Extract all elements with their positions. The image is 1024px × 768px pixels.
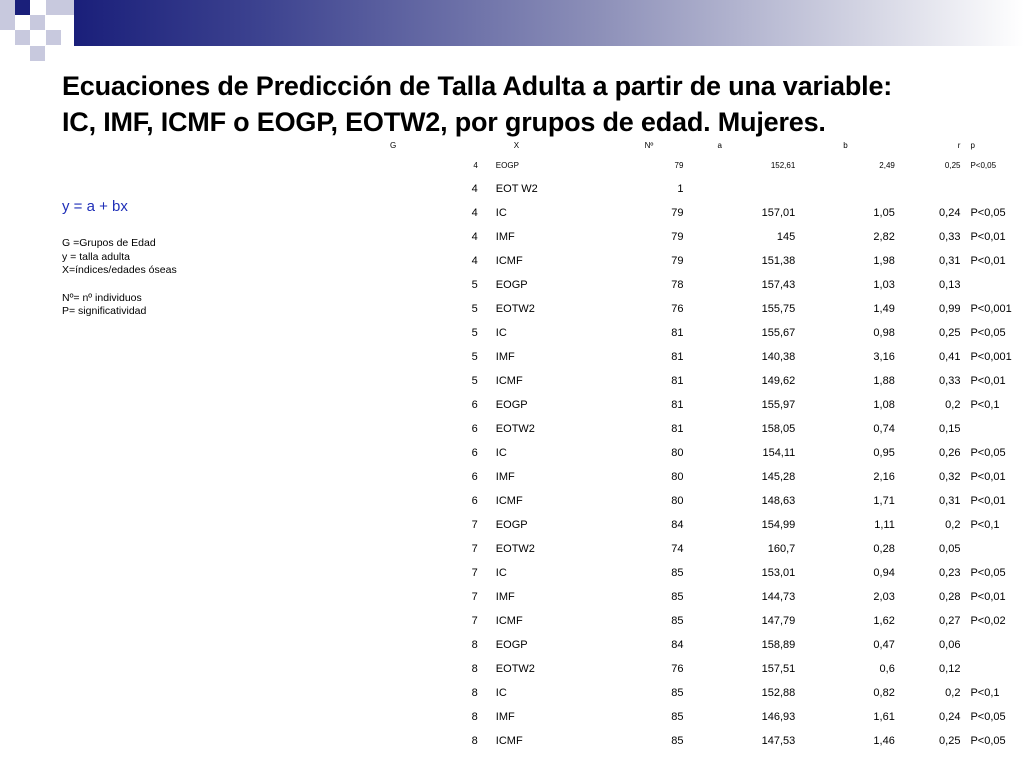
cell-b: 3,16 (873, 351, 895, 363)
cell-g: 4 (471, 183, 478, 195)
cell-n: 85 (671, 591, 684, 603)
table-row (372, 273, 1024, 297)
cell-b: 2,16 (873, 471, 895, 483)
cell-b: 0,28 (873, 543, 895, 555)
table-row (372, 177, 1024, 201)
cell-b: 0,6 (879, 663, 895, 675)
cell-r: 0,2 (945, 399, 961, 411)
cell-p: P<0,05 (970, 447, 1006, 459)
cell-g: 4 (471, 231, 478, 243)
cell-x: EOGP (495, 639, 528, 651)
table-row (372, 513, 1024, 537)
table-row (372, 465, 1024, 489)
legend-block (62, 237, 177, 319)
cell-a: 154,11 (762, 447, 796, 459)
cell-b: 0,94 (873, 567, 895, 579)
cell-b: 1,05 (873, 207, 895, 219)
table-row (372, 561, 1024, 585)
cell-b: 1,88 (873, 375, 895, 387)
cell-n: 81 (671, 399, 684, 411)
cell-a: 152,88 (761, 687, 796, 699)
cell-x: EOGP (495, 399, 528, 411)
cell-p (960, 657, 1024, 681)
cell-g: 6 (471, 495, 478, 507)
cell-g: 5 (471, 351, 478, 363)
deco-square (30, 15, 45, 30)
cell-a: 149,62 (761, 375, 796, 387)
cell-g: 7 (471, 519, 478, 531)
table-row (372, 297, 1024, 321)
cell-x: EOTW2 (495, 423, 535, 435)
cell-a: 157,43 (761, 279, 796, 291)
cell-g: 6 (471, 399, 478, 411)
cell-x: IC (495, 207, 507, 219)
cell-p (960, 273, 1024, 297)
cell-x: EOT W2 (495, 183, 538, 195)
cell-x: ICMF (495, 495, 523, 507)
cell-n: 80 (671, 495, 684, 507)
cell-n: 80 (671, 471, 684, 483)
cell-x: ICMF (495, 255, 523, 267)
table-row (372, 249, 1024, 273)
cell-n: 81 (671, 351, 684, 363)
cell-a: 155,67 (761, 327, 796, 339)
cell-a: 144,73 (761, 591, 796, 603)
cell-n: 84 (671, 519, 684, 531)
table-row (372, 657, 1024, 681)
cell-b: 1,11 (874, 519, 895, 531)
cell-b: 1,98 (873, 255, 895, 267)
cell-r: 0,15 (939, 423, 961, 435)
cell-b: 1,46 (873, 735, 895, 747)
cell-r: 0,41 (939, 351, 961, 363)
table-row (372, 537, 1024, 561)
cell-a: 147,79 (761, 615, 796, 627)
table-row (372, 681, 1024, 705)
cell-x: EOGP (495, 519, 528, 531)
cell-p (960, 537, 1024, 561)
table-row (372, 201, 1024, 225)
cell-n: 79 (671, 255, 684, 267)
cell-g: 5 (471, 327, 478, 339)
cell-b: 0,95 (873, 447, 895, 459)
cell-g: 7 (471, 543, 478, 555)
cell-a (683, 177, 795, 201)
header-r: r (957, 140, 961, 150)
table-row (372, 393, 1024, 417)
cell-g: 8 (471, 639, 478, 651)
cell-b: 1,62 (873, 615, 895, 627)
cell-a: 145 (776, 231, 796, 243)
cell-n: 85 (671, 711, 684, 723)
cell-x: IC (495, 447, 507, 459)
cell-g: 5 (471, 375, 478, 387)
cell-r: 0,33 (939, 375, 961, 387)
cell-x: IMF (495, 591, 515, 603)
cell-n: 85 (671, 735, 684, 747)
cell-a: 157,01 (761, 207, 796, 219)
cell-a: 146,93 (761, 711, 796, 723)
cell-a: 152,61 (770, 160, 796, 170)
cell-r: 0,2 (945, 519, 961, 531)
deco-square (15, 30, 30, 45)
cell-g: 8 (471, 687, 478, 699)
cell-b: 2,82 (873, 231, 895, 243)
table-row (372, 585, 1024, 609)
cell-n: 84 (671, 639, 684, 651)
prediction-table (372, 137, 1024, 753)
cell-a: 153,01 (761, 567, 796, 579)
cell-x: EOGP (495, 279, 528, 291)
cell-p: P<0,05 (970, 207, 1006, 219)
cell-p: P<0,01 (970, 231, 1006, 243)
table-row (372, 369, 1024, 393)
cell-a: 151,38 (761, 255, 796, 267)
cell-p: P<0,05 (970, 735, 1006, 747)
cell-p (960, 177, 1024, 201)
cell-b: 0,47 (873, 639, 895, 651)
cell-x: ICMF (495, 735, 523, 747)
cell-p: P<0,05 (970, 711, 1006, 723)
cell-x: IMF (495, 351, 515, 363)
cell-r: 0,32 (939, 471, 961, 483)
cell-p: P<0,1 (970, 399, 1000, 411)
cell-p: P<0,01 (970, 255, 1006, 267)
cell-p: P<0,01 (970, 591, 1006, 603)
cell-r: 0,25 (939, 327, 961, 339)
cell-a: 148,63 (761, 495, 796, 507)
cell-b: 1,61 (873, 711, 895, 723)
cell-b: 0,98 (873, 327, 895, 339)
cell-n: 74 (671, 543, 684, 555)
cell-p: P<0,01 (970, 375, 1006, 387)
header-b: b (843, 140, 848, 150)
cell-n: 80 (671, 447, 684, 459)
cell-a: 145,28 (761, 471, 796, 483)
slide-title: Ecuaciones de Predicción de Talla Adulta a partir de una variable: IC, IMF, ICMF o EOGP, EOTW2, por grupos de edad. Mujeres. (62, 71, 893, 137)
cell-x: IC (495, 687, 507, 699)
cell-g: 7 (471, 567, 478, 579)
cell-x: IC (495, 567, 507, 579)
cell-n: 79 (671, 207, 684, 219)
cell-n: 81 (671, 423, 684, 435)
cell-r: 0,23 (939, 567, 961, 579)
cell-b: 0,82 (873, 687, 895, 699)
cell-g: 7 (471, 591, 478, 603)
cell-n: 76 (671, 303, 684, 315)
cell-r: 0,99 (939, 303, 961, 315)
cell-p: P<0,05 (970, 160, 997, 170)
cell-g: 8 (471, 711, 478, 723)
cell-p (960, 633, 1024, 657)
deco-square (0, 15, 15, 30)
cell-g: 7 (471, 615, 478, 627)
cell-x: IMF (495, 231, 515, 243)
table-row (372, 609, 1024, 633)
cell-r: 0,13 (939, 279, 961, 291)
cell-p: P<0,02 (970, 615, 1006, 627)
cell-p (960, 417, 1024, 441)
cell-p: P<0,1 (970, 519, 1000, 531)
cell-r: 0,28 (939, 591, 961, 603)
cell-x: EOTW2 (495, 663, 535, 675)
cell-x: EOTW2 (495, 303, 535, 315)
cell-a: 157,51 (761, 663, 796, 675)
cell-x: IC (495, 327, 507, 339)
cell-b: 1,71 (873, 495, 895, 507)
cell-g: 8 (471, 663, 478, 675)
cell-a: 140,38 (761, 351, 796, 363)
deco-square (0, 0, 15, 15)
cell-r: 0,05 (939, 543, 961, 555)
cell-p: P<0,05 (970, 567, 1006, 579)
cell-n: 78 (671, 279, 684, 291)
cell-g: 4 (473, 160, 478, 170)
cell-b: 1,08 (873, 399, 895, 411)
legend-line: Nº= nº individuos (62, 291, 142, 304)
cell-r: 0,24 (939, 711, 961, 723)
deco-square (46, 0, 61, 15)
header-x: X (513, 140, 520, 150)
cell-p: P<0,05 (970, 327, 1006, 339)
cell-g: 4 (471, 207, 478, 219)
table-row (372, 321, 1024, 345)
header-p: p (970, 140, 975, 150)
cell-r: 0,33 (939, 231, 961, 243)
legend-line: P= significatividad (62, 305, 147, 317)
cell-p: P<0,01 (970, 471, 1006, 483)
cell-n: 81 (671, 375, 684, 387)
cell-g: 4 (471, 255, 478, 267)
table-row (372, 417, 1024, 441)
cell-n: 81 (671, 327, 684, 339)
cell-a: 155,75 (761, 303, 796, 315)
cell-a: 158,89 (761, 639, 796, 651)
cell-r: 0,2 (945, 687, 961, 699)
deco-square (30, 46, 45, 61)
cell-g: 6 (471, 447, 478, 459)
cell-x: ICMF (495, 375, 523, 387)
table-row (372, 225, 1024, 249)
cell-x: ICMF (495, 615, 523, 627)
cell-p: P<0,1 (970, 687, 1000, 699)
cell-r: 0,31 (939, 255, 961, 267)
cell-n: 85 (671, 567, 684, 579)
cell-n: 85 (671, 615, 684, 627)
deco-square (46, 30, 61, 45)
cell-x: EOTW2 (495, 543, 535, 555)
cell-x: EOGP (495, 160, 519, 170)
table-row (372, 729, 1024, 753)
cell-p: P<0,001 (970, 303, 1012, 315)
cell-n: 79 (671, 231, 684, 243)
table-row (372, 633, 1024, 657)
cell-g: 6 (471, 471, 478, 483)
table-row (372, 153, 1024, 177)
cell-p: P<0,01 (970, 495, 1006, 507)
cell-x: IMF (495, 711, 515, 723)
cell-a: 147,53 (761, 735, 796, 747)
table-row (372, 441, 1024, 465)
cell-a: 155,97 (761, 399, 796, 411)
cell-g: 5 (471, 279, 478, 291)
header-g: G (390, 140, 397, 150)
cell-b: 2,03 (873, 591, 895, 603)
deco-square (15, 0, 30, 15)
legend-line: y = talla adulta (62, 250, 131, 263)
cell-p: P<0,001 (970, 351, 1012, 363)
cell-r: 0,06 (939, 639, 961, 651)
legend-line: G =Grupos de Edad (62, 237, 156, 249)
cell-b (795, 177, 895, 201)
cell-r: 0,24 (939, 207, 961, 219)
cell-r: 0,31 (939, 495, 961, 507)
cell-a: 154,99 (761, 519, 796, 531)
table-row (372, 705, 1024, 729)
cell-a: 160,7 (767, 543, 796, 555)
table-header-row (372, 137, 1024, 153)
cell-b: 1,03 (873, 279, 895, 291)
cell-b: 0,74 (873, 423, 895, 435)
header-a: a (717, 140, 722, 150)
cell-a: 158,05 (761, 423, 796, 435)
cell-b: 1,49 (873, 303, 895, 315)
header-n: Nº (644, 140, 654, 150)
cell-n: 85 (671, 687, 684, 699)
legend-line: X=índices/edades óseas (62, 264, 177, 276)
cell-n: 1 (677, 183, 684, 195)
cell-r: 0,12 (939, 663, 961, 675)
cell-g: 5 (471, 303, 478, 315)
formula-text: y = a + bx (62, 198, 128, 215)
cell-r: 0,25 (944, 160, 961, 170)
header-gradient-band (74, 0, 1024, 46)
cell-g: 6 (471, 423, 478, 435)
cell-n: 76 (671, 663, 684, 675)
table-row (372, 489, 1024, 513)
cell-r (895, 177, 961, 201)
cell-r: 0,26 (939, 447, 961, 459)
table-row (372, 345, 1024, 369)
cell-g: 8 (471, 735, 478, 747)
table-body (372, 153, 1024, 753)
cell-r: 0,27 (939, 615, 961, 627)
cell-r: 0,25 (939, 735, 961, 747)
cell-b: 2,49 (879, 160, 895, 170)
cell-x: IMF (495, 471, 515, 483)
cell-n: 79 (674, 160, 684, 170)
